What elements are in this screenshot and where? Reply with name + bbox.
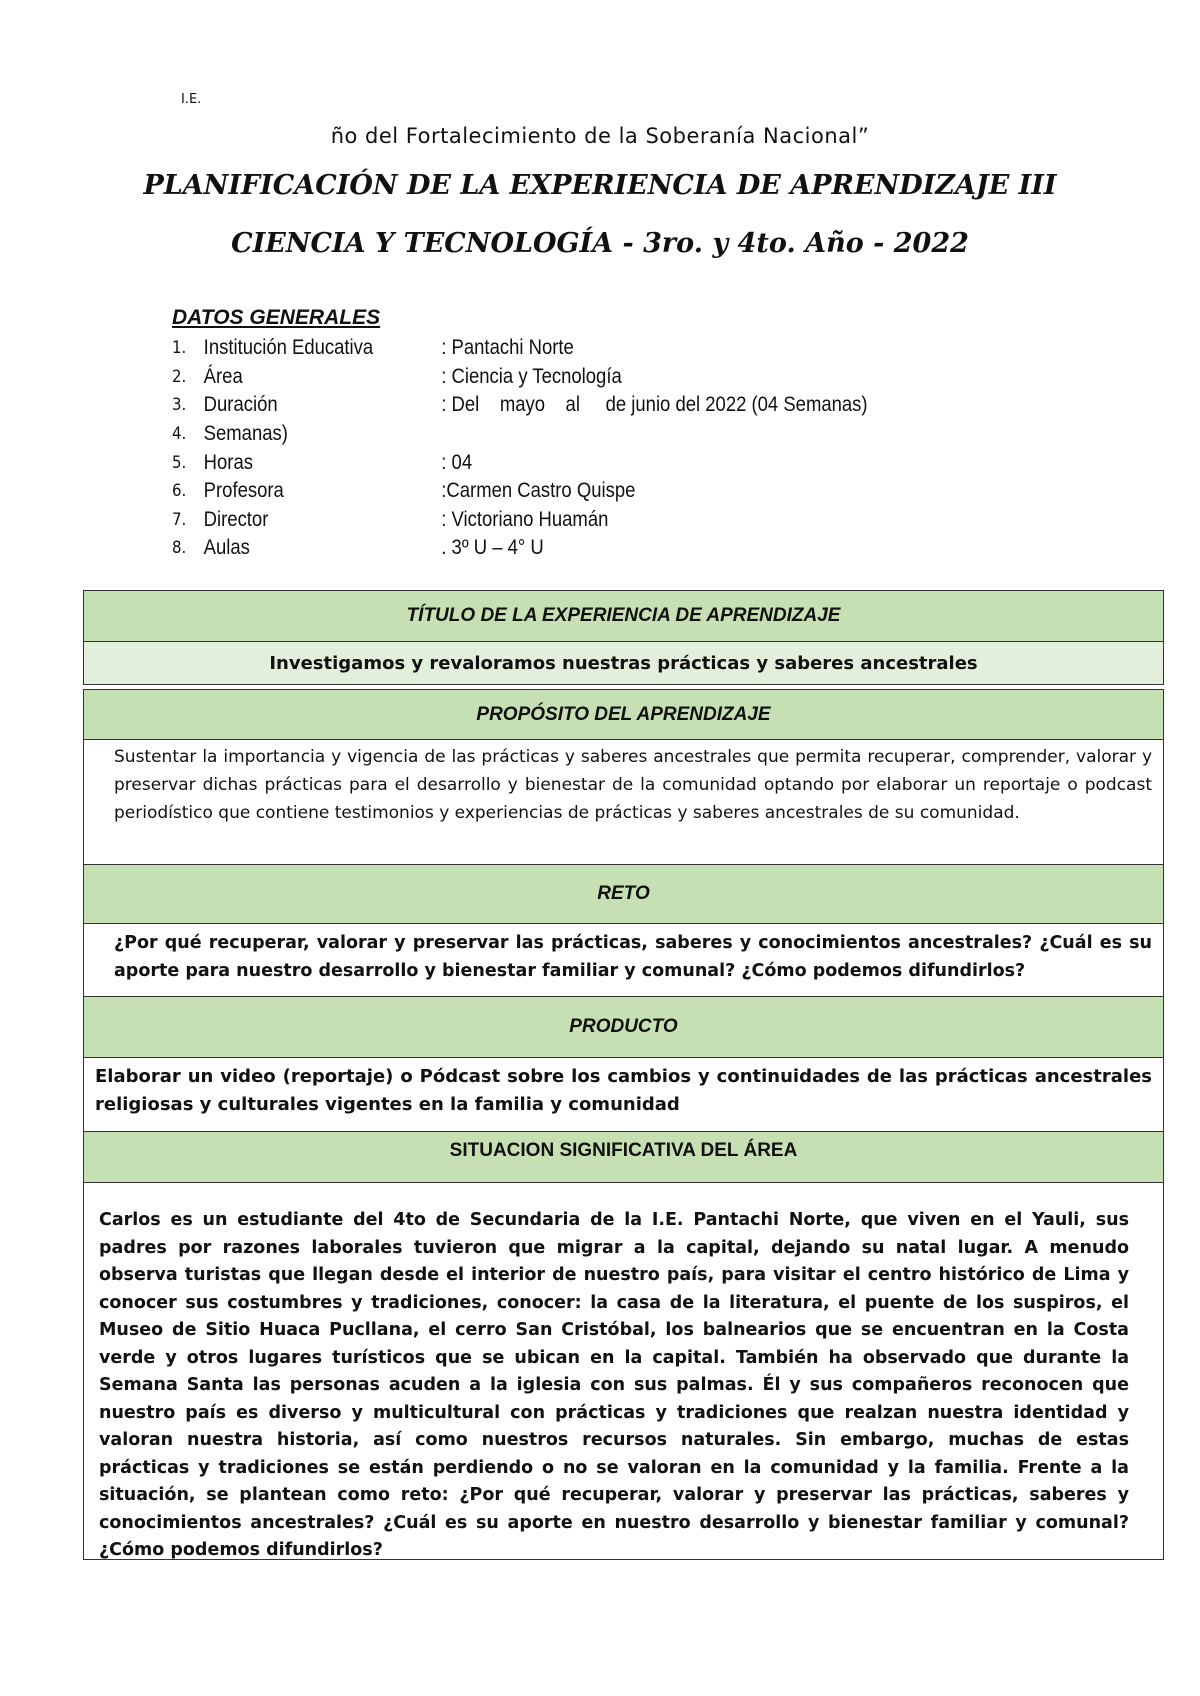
situacion-text: Carlos es un estudiante del 4to de Secundaria de la I.E. Pantachi Norte, que viven en el Yauli, sus padres por razones laborales tuvieron que migrar a la capital, dejando su natal lugar. A menudo observa turistas que llegan desde el interior de nuestro país, para visitar el centro histórico de Lima y conocer sus costumbres y tradiciones, conocer: la casa de la literatura, el puente de los suspiros, el Museo de Sitio Huaca Pucllana, el cerro San Cristóbal, los balnearios que se encuentran en la Costa verde y otros lugares turísticos que se ubican en la capital. También ha observado que durante la Semana Santa las personas acuden a la iglesia con sus palmas. Él y sus compañeros reconocen que nuestro país es diverso y multicultural con prácticas y tradiciones que realzan nuestra identidad y valoran nuestra historia, así como nuestros recursos naturales. Sin embargo, muchas de estas prácticas y tradiciones se están perdiendo o no se valoran en la comunidad y la familia. Frente a la situación, se plantean como reto: ¿Por qué recuperar, valorar y preservar las prácticas, saberes y conocimientos ancestrales? ¿Cuál es su aporte en nuestro desarrollo y bienestar familiar y comunal? ¿Cómo podemos difundirlos? (99, 1210, 1129, 1560)
datos-item-label: Horas (203, 450, 253, 474)
datos-item (172, 506, 868, 535)
datos-item-number: 6. (172, 481, 187, 502)
datos-item (172, 477, 868, 506)
producto-cell (83, 1057, 1164, 1132)
datos-item-label: Duración (203, 393, 278, 417)
reto-text: ¿Por qué recuperar, valorar y preservar las prácticas, saberes y conocimientos ancestrales? ¿Cuál es su aporte para nuestro desarrollo y bienestar familiar y comunal? ¿Cómo podemos difundirlos? (114, 933, 1152, 981)
datos-item-number: 5. (172, 452, 187, 473)
datos-item-number: 8. (172, 538, 187, 559)
datos-item-number: 7. (172, 509, 187, 530)
datos-item-label: Semanas) (203, 422, 288, 446)
reto-cell (83, 923, 1164, 997)
datos-item (172, 448, 868, 477)
datos-item-value: : Pantachi Norte (441, 336, 574, 360)
datos-item-number: 1. (172, 338, 187, 359)
datos-item (172, 391, 868, 420)
datos-item-label: Área (203, 364, 243, 388)
page-title: PLANIFICACIÓN DE LA EXPERIENCIA DE APRENDIZAJE III (143, 170, 1057, 201)
datos-item-number: 2. (172, 366, 187, 387)
ie-label: I.E. (181, 92, 202, 107)
titulo-header: TÍTULO DE LA EXPERIENCIA DE APRENDIZAJE (83, 590, 1164, 642)
datos-generales-heading: DATOS GENERALES (172, 306, 381, 329)
datos-item (172, 534, 868, 563)
datos-item-label: Aulas (203, 536, 250, 560)
situacion-header: SITUACION SIGNIFICATIVA DEL ÁREA (83, 1131, 1164, 1183)
producto-text: Elaborar un video (reportaje) o Pódcast sobre los cambios y continuidades de las prácticas ancestrales religiosas y culturales vigentes en la familia y comunidad (95, 1066, 1152, 1115)
datos-item-label: Institución Educativa (203, 336, 374, 360)
titulo-value: Investigamos y revaloramos nuestras prácticas y saberes ancestrales (83, 641, 1164, 685)
datos-generales-list (172, 334, 868, 563)
year-motto: ño del Fortalecimiento de la Soberanía Nacional” (330, 124, 870, 148)
producto-header: PRODUCTO (83, 996, 1164, 1058)
datos-item (172, 334, 868, 363)
proposito-cell (83, 739, 1164, 865)
datos-item-number: 3. (172, 395, 187, 416)
datos-item-value: : Victoriano Huamán (441, 507, 609, 531)
datos-item-label: Profesora (203, 479, 284, 503)
datos-item-value: : 04 (441, 450, 473, 474)
datos-item-number: 4. (172, 424, 187, 445)
datos-item-label: Director (203, 507, 269, 531)
reto-header: RETO (83, 864, 1164, 924)
datos-item (172, 363, 868, 392)
datos-item-value: . 3º U – 4° U (441, 536, 544, 560)
page-subtitle: CIENCIA Y TECNOLOGÍA - 3ro. y 4to. Año - 2022 (231, 228, 969, 259)
proposito-header: PROPÓSITO DEL APRENDIZAJE (83, 689, 1164, 740)
datos-item-value: : Del mayo al de junio del 2022 (04 Semanas) (441, 393, 868, 417)
situacion-cell (83, 1182, 1164, 1560)
datos-item (172, 420, 868, 449)
proposito-text: Sustentar la importancia y vigencia de las prácticas y saberes ancestrales que permita recuperar, comprender, valorar y preservar dichas prácticas para el desarrollo y bienestar de la comunidad optando por elaborar un reportaje o podcast periodístico que contiene testimonios y experiencias de prácticas y saberes ancestrales de su comunidad. (114, 747, 1152, 823)
datos-item-value: : Ciencia y Tecnología (441, 364, 622, 388)
datos-item-value: :Carmen Castro Quispe (441, 479, 636, 503)
